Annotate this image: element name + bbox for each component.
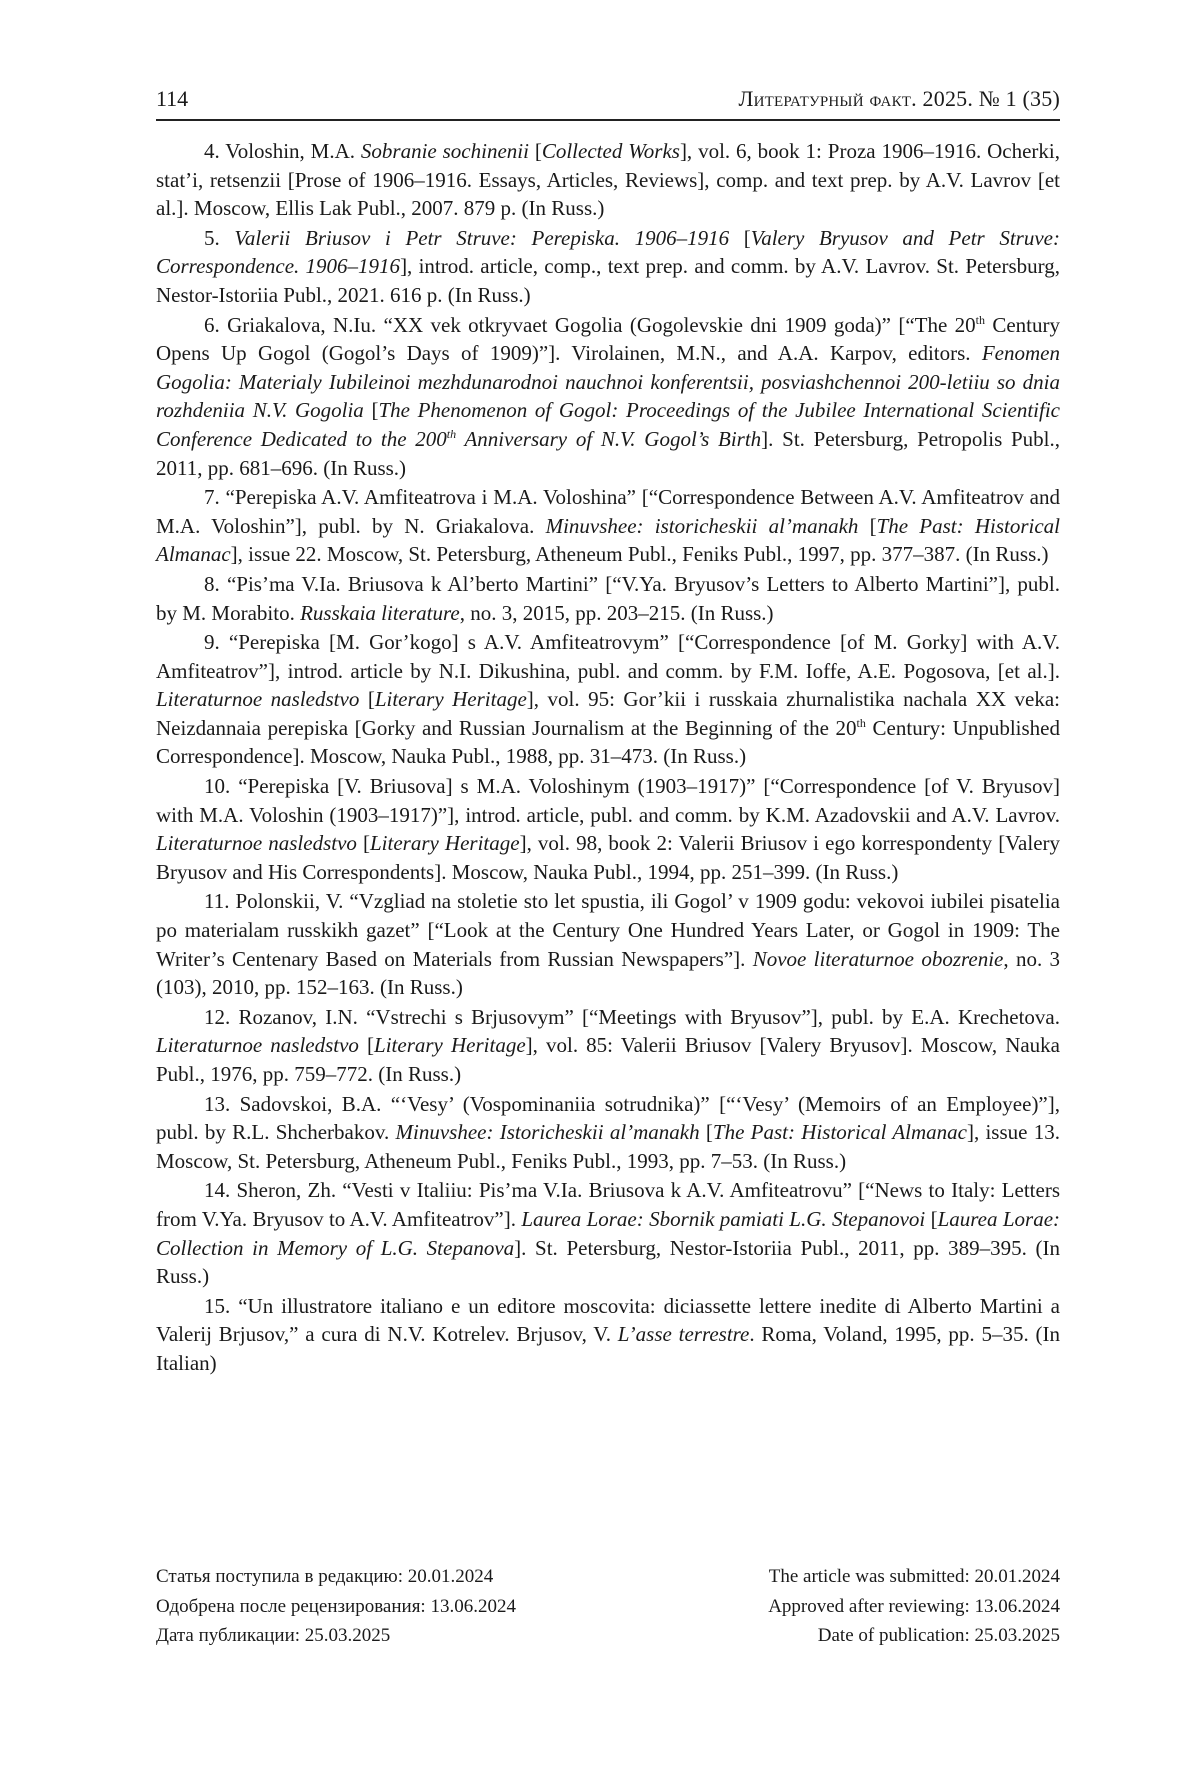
date-published-ru: Дата публикации: 25.03.2025 [156,1625,391,1646]
reference-entry: 11. Polonskii, V. “Vzgliad na stoletie sto let spustia, ili Gogol’ v 1909 godu: vekovoi iubilei pisatelia po materialam russkikh gazet” [“Look at the Century One Hundred Years Later, or Gogol in 1909: The Writer’s Centenary Based on Materials from Russian Newspapers”]. Novoe literaturnoe obozrenie, no. 3 (103), 2010, pp. 152–163. (In Russ.) [156,889,1061,1000]
reference-entry: 8. “Pis’ma V.Ia. Briusova k Al’berto Martini” [“V.Ya. Bryusov’s Letters to Alberto Martini”], publ. by M. Morabito. Russkaia literature, no. 3, 2015, pp. 203–215. (In Russ.) [156,571,1060,625]
dates-english [768,1562,1060,1651]
reference-list [156,137,1060,1378]
journal-title: Литературный факт. 2025. № 1 (35) [738,86,1060,111]
page [156,86,1061,1646]
reference-entry: 6. Griakalova, N.Iu. “XX vek otkryvaet Gogolia (Gogolevskie dni 1909 goda)” [“The 20th Century Opens Up Gogol (Gogol’s Days of 1909)”]. Virolainen, M.N., and A.A. Karpov, editors. Fenomen Gogolia: Materialy Iubileinoi mezhdunarodnoi nauchnoi konferentsii, posviashchennoi 200-letiiu so dnia rozhdeniia N.V. Gogolia [The Phenomenon of Gogol: Proceedings of the Jubilee International Scientific Conference Dedicated to the 200th Anniversary of N.V. Gogol’s Birth]. St. Petersburg, Petropolis Publ., 2011, pp. 681–696. (In Russ.) [156,312,1061,480]
date-submitted-ru: Статья поступила в редакцию: 20.01.2024 [156,1566,494,1587]
running-head [156,86,1060,121]
reference-entry: 12. Rozanov, I.N. “Vstrechi s Brjusovym” [“Meetings with Bryusov”], publ. by E.A. Krechetova. Literaturnoe nasledstvo [Literary Heritage], vol. 85: Valerii Briusov [Valery Bryusov]. Moscow, Nauka Publ., 1976, pp. 759–772. (In Russ.) [156,1004,1060,1086]
date-approved-ru: Одобрена после рецензирования: 13.06.2024 [156,1595,516,1617]
date-published-en: Date of publication: 25.03.2025 [817,1625,1060,1646]
reference-entry: 4. Voloshin, M.A. Sobranie sochinenii [Collected Works], vol. 6, book 1: Proza 1906–1916. Ocherki, stat’i, retsenzii [Prose of 1906–1916. Essays, Articles, Reviews], comp. and text prep. by A.V. Lavrov [et al.]. Moscow, Ellis Lak Publ., 2007. 879 p. (In Russ.) [156,139,1060,221]
reference-entry: 14. Sheron, Zh. “Vesti v Italiiu: Pis’ma V.Ia. Briusova k A.V. Amfiteatrovu” [“News to Italy: Letters from V.Ya. Bryusov to A.V. Amfiteatrov”]. Laurea Lorae: Sbornik pamiati L.G. Stepanovoi [Laurea Lorae: Collection in Memory of L.G. Stepanova]. St. Petersburg, Nestor-Istoriia Publ., 2011, pp. 389–395. (In Russ.) [156,1178,1061,1289]
reference-entry: 10. “Perepiska [V. Briusova] s M.A. Voloshinym (1903–1917)” [“Correspondence [of V. Bryusov] with M.A. Voloshin (1903–1917)”], introd. article, publ. and comm. by K.M. Azadovskii and A.V. Lavrov. Literaturnoe nasledstvo [Literary Heritage], vol. 98, book 2: Valerii Briusov i ego korrespondenty [Valery Bryusov and His Correspondents]. Moscow, Nauka Publ., 1994, pp. 251–399. (In Russ.) [156,774,1061,884]
reference-entry: 5. Valerii Briusov i Petr Struve: Perepiska. 1906–1916 [Valery Bryusov and Petr Struve: Correspondence. 1906–1916], introd. article, comp., text prep. and comm. by A.V. Lavrov. St. Petersburg, Nestor-Istoriia Publ., 2021. 616 p. (In Russ.) [156,225,1060,307]
publication-dates [156,1562,1060,1651]
dates-russian [156,1562,516,1651]
date-approved-en: Approved after reviewing: 13.06.2024 [768,1595,1060,1617]
reference-entry: 7. “Perepiska A.V. Amfiteatrova i M.A. Voloshina” [“Correspondence Between A.V. Amfiteatrov and M.A. Voloshin”], publ. by N. Griakalova. Minuvshee: istoricheskii al’manakh [The Past: Historical Almanac], issue 22. Moscow, St. Petersburg, Atheneum Publ., Feniks Publ., 1997, pp. 377–387. (In Russ.) [156,485,1061,567]
page-number: 114 [156,86,189,111]
reference-entry: 9. “Perepiska [M. Gor’kogo] s A.V. Amfiteatrovym” [“Correspondence [of M. Gorky] with A.V. Amfiteatrov”], introd. article by N.I. Dikushina, publ. and comm. by F.M. Ioffe, A.E. Pogosova, [et al.]. Literaturnoe nasledstvo [Literary Heritage], vol. 95: Gor’kii i russkaia zhurnalistika nachala XX veka: Neizdannaia perepiska [Gorky and Russian Journalism at the Beginning of the 20th Century: Unpublished Correspondence]. Moscow, Nauka Publ., 1988, pp. 31–473. (In Russ.) [156,630,1061,769]
date-submitted-en: The article was submitted: 20.01.2024 [768,1566,1060,1587]
reference-entry: 13. Sadovskoi, B.A. “‘Vesy’ (Vospominaniia sotrudnika)” [“‘Vesy’ (Memoirs of an Employee)”], publ. by R.L. Shcherbakov. Minuvshee: Istoricheskii al’manakh [The Past: Historical Almanac], issue 13. Moscow, St. Petersburg, Atheneum Publ., Feniks Publ., 1993, pp. 7–53. (In Russ.) [156,1091,1060,1173]
reference-entry: 15. “Un illustratore italiano e un editore moscovita: diciassette lettere inedite di Alberto Martini a Valerij Brjusov,” a cura di N.V. Kotrelev. Brjusov, V. L’asse terrestre. Roma, Voland, 1995, pp. 5–35. (In Italian) [156,1293,1060,1375]
